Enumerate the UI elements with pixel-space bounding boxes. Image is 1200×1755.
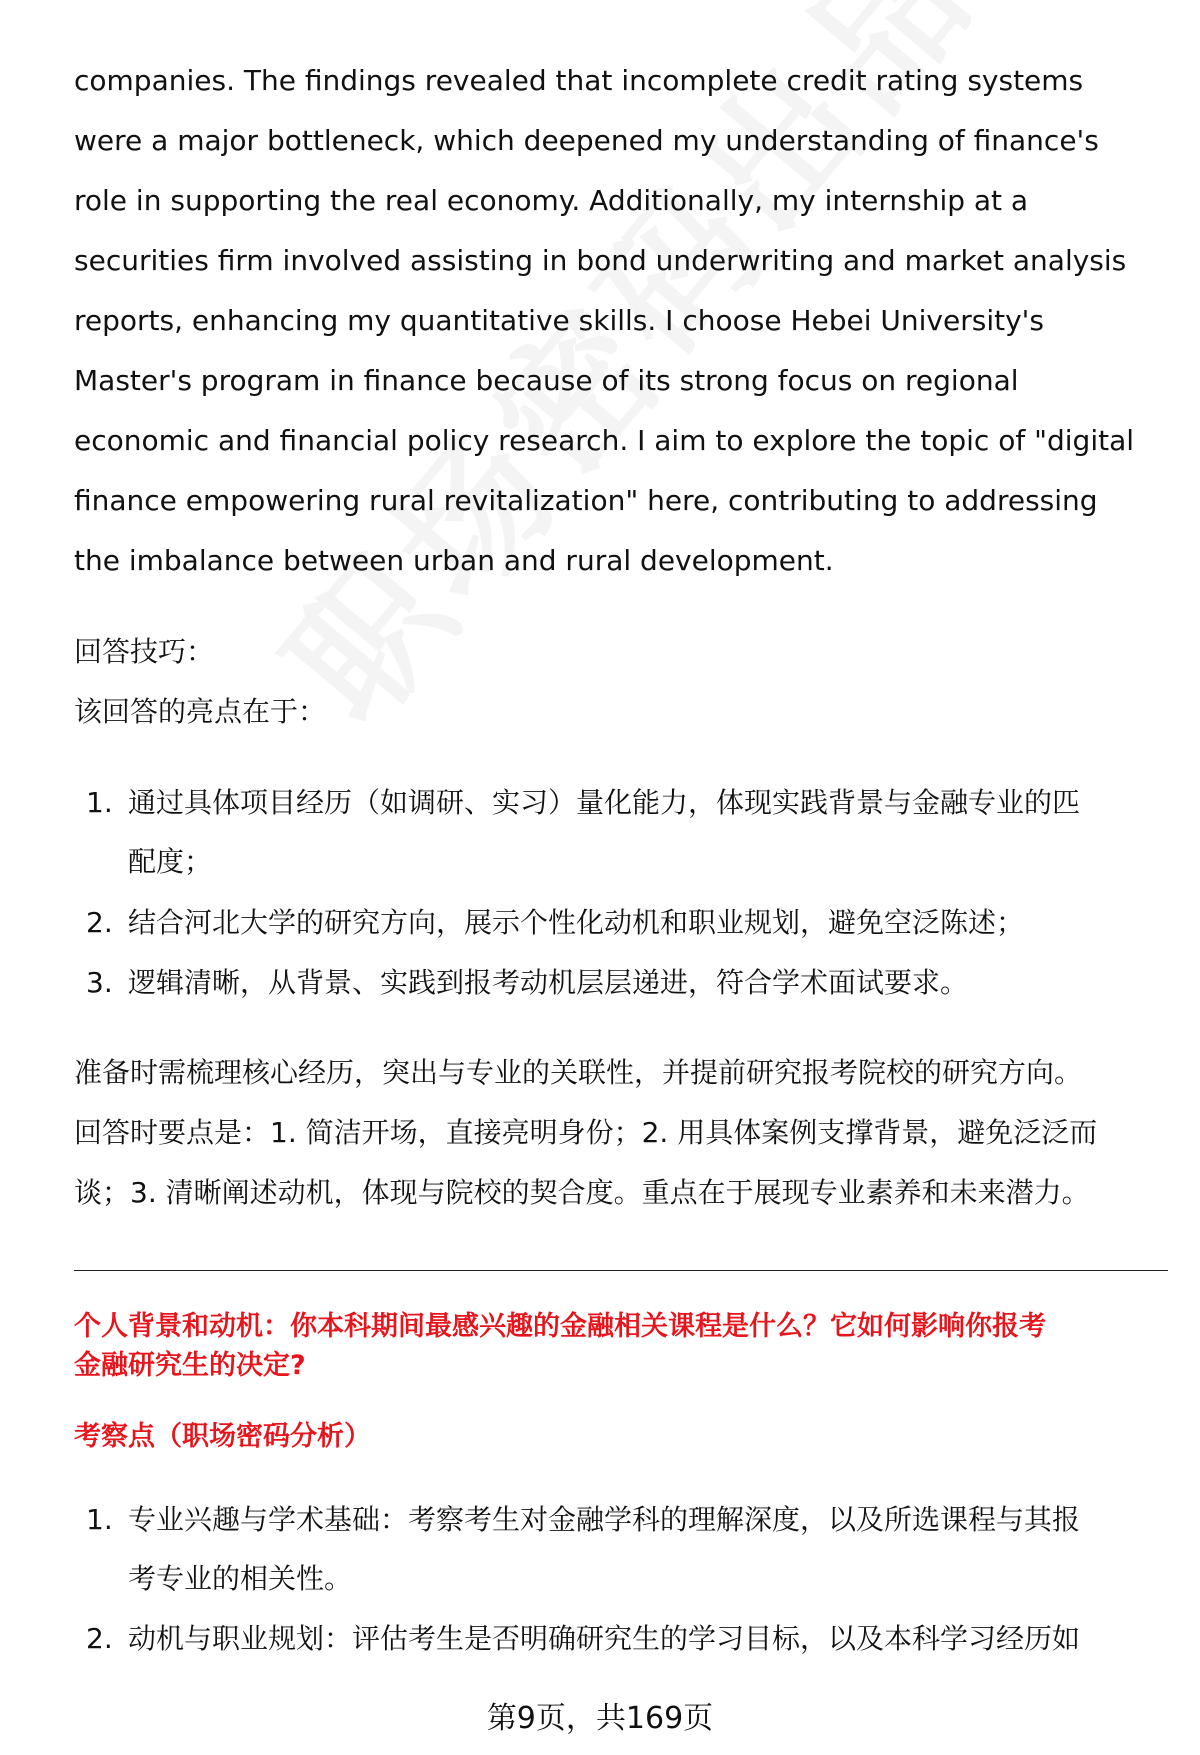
- list-item: 动机与职业规划：评估考生是否明确研究生的学习目标，以及本科学习经历如: [128, 1622, 1081, 1655]
- question-line: 个人背景和动机：你本科期间最感兴趣的金融相关课程是什么？它如何影响你报考: [74, 1311, 1046, 1342]
- text-line: reports, enhancing my quantitative skills. I choose Hebei University's: [74, 304, 1044, 337]
- text-line: securities firm involved assisting in bond underwriting and market analysis: [74, 244, 1127, 277]
- analysis-heading: 考察点（职场密码分析）: [74, 1421, 371, 1452]
- question-line: 金融研究生的决定?: [74, 1350, 306, 1381]
- text-line: 准备时需梳理核心经历，突出与专业的关联性，并提前研究报考院校的研究方向。: [74, 1056, 1083, 1089]
- list-item-cont: 考专业的相关性。: [128, 1562, 353, 1595]
- page-footer: 第9页，共169页: [486, 1701, 714, 1736]
- text-line: economic and financial policy research. I aim to explore the topic of "digital: [74, 424, 1135, 457]
- list-item: 通过具体项目经历（如调研、实习）量化能力，体现实践背景与金融专业的匹: [128, 786, 1081, 819]
- text-line: were a major bottleneck, which deepened my understanding of finance's: [74, 124, 1099, 157]
- list-number: 3.: [86, 966, 113, 999]
- tips-label: 回答技巧：: [74, 635, 215, 668]
- list-number: 1.: [86, 786, 113, 819]
- list-item: 逻辑清晰，从背景、实践到报考动机层层递进，符合学术面试要求。: [128, 966, 969, 999]
- list-number: 2.: [86, 906, 113, 939]
- list-item: 结合河北大学的研究方向，展示个性化动机和职业规划，避免空泛陈述；: [128, 906, 1025, 939]
- list-item-cont: 配度；: [128, 845, 213, 878]
- list-number: 2.: [86, 1622, 113, 1655]
- text-line: 谈；3. 清晰阐述动机，体现与院校的契合度。重点在于展现专业素养和未来潜力。: [74, 1176, 1090, 1209]
- text-line: finance empowering rural revitalization" here, contributing to addressing: [74, 484, 1098, 517]
- text-line: role in supporting the real economy. Additionally, my internship at a: [74, 184, 1029, 217]
- text-line: Master's program in finance because of its strong focus on regional: [74, 364, 1019, 397]
- text-line: the imbalance between urban and rural development.: [74, 544, 834, 577]
- list-item: 专业兴趣与学术基础：考察考生对金融学科的理解深度，以及所选课程与其报: [128, 1503, 1081, 1536]
- highlights-label: 该回答的亮点在于：: [74, 695, 327, 728]
- text-line: companies. The findings revealed that incomplete credit rating systems: [74, 64, 1084, 97]
- text-line: 回答时要点是：1. 简洁开场，直接亮明身份；2. 用具体案例支撑背景，避免泛泛而: [74, 1116, 1098, 1149]
- divider: [74, 1270, 1168, 1271]
- list-number: 1.: [86, 1503, 113, 1536]
